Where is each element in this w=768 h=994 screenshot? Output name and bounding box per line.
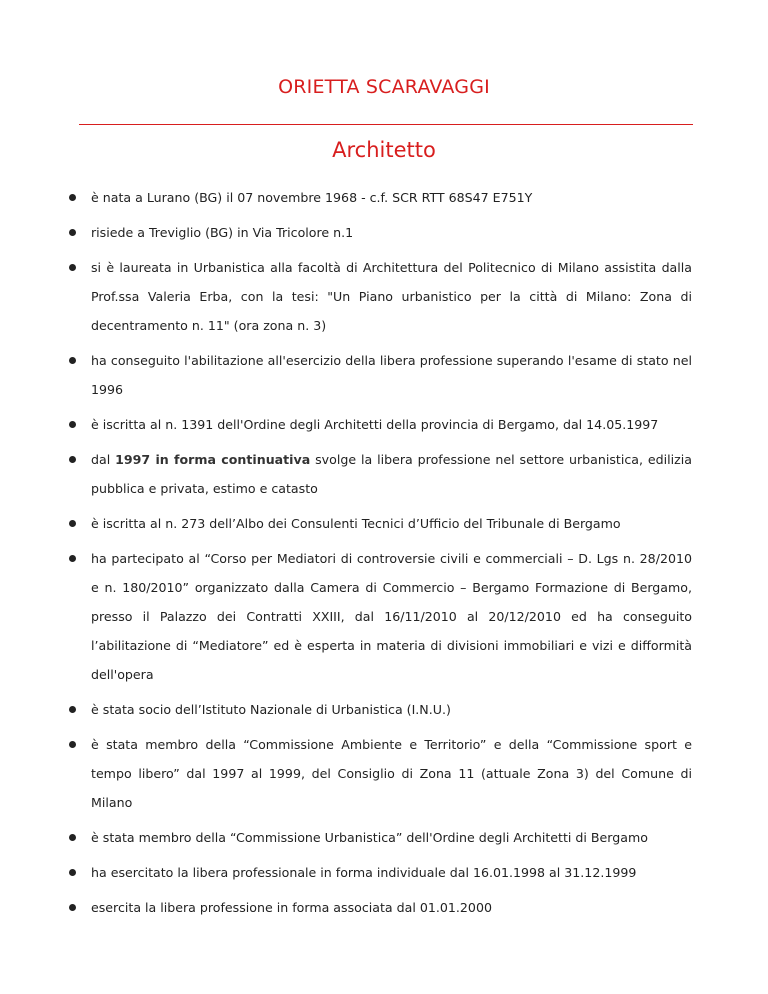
list-item xyxy=(0,695,768,724)
profession-title: Architetto xyxy=(332,138,436,162)
list-item xyxy=(0,253,768,340)
bullet-icon xyxy=(69,520,76,527)
bullet-icon xyxy=(69,904,76,911)
list-item-text: è iscritta al n. 273 dell’Albo dei Consulenti Tecnici d’Ufficio del Tribunale di Bergamo xyxy=(91,516,621,531)
list-item xyxy=(0,893,768,922)
person-name: ORIETTA SCARAVAGGI xyxy=(278,76,490,98)
bullet-icon xyxy=(69,357,76,364)
list-item-text: è iscritta al n. 1391 dell'Ordine degli Architetti della provincia di Bergamo, dal 14.05.1997 xyxy=(91,417,659,432)
list-item-text: ha esercitato la libera professionale in forma individuale dal 16.01.1998 al 31.12.1999 xyxy=(91,865,637,880)
list-item xyxy=(0,346,768,404)
list-item-text: ha conseguito l'abilitazione all'esercizio della libera professione superando l'esame di stato nel 1996 xyxy=(91,353,692,397)
list-item xyxy=(0,410,768,439)
bullet-icon xyxy=(69,421,76,428)
list-item xyxy=(0,858,768,887)
bullet-icon xyxy=(69,706,76,713)
bullet-icon xyxy=(69,555,76,562)
list-item-text-post: svolge la libera professione nel settore urbanistica, edilizia pubblica e privata, estimo e catasto xyxy=(91,452,692,496)
list-item xyxy=(0,544,768,689)
list-item-text: è stata socio dell’Istituto Nazionale di Urbanistica (I.N.U.) xyxy=(91,702,451,717)
list-item-text: esercita la libera professione in forma associata dal 01.01.2000 xyxy=(91,900,492,915)
list-item-text: risiede a Treviglio (BG) in Via Tricolore n.1 xyxy=(91,225,354,240)
list-item xyxy=(0,445,768,503)
list-item xyxy=(0,509,768,538)
list-item xyxy=(0,730,768,817)
list-item-text: ha partecipato al “Corso per Mediatori di controversie civili e commerciali – D. Lgs n. 28/2010 e n. 180/2010” organizzato dalla Camera di Commercio – Bergamo Formazione di Bergamo, presso il Palazzo dei Contratti XXIII, dal 16/11/2010 al 20/12/2010 ed ha conseguito l’abilitazione di “Mediatore” ed è esperta in materia di divisioni immobiliari e vizi e difformità dell'opera xyxy=(91,551,692,682)
list-item-text: è stata membro della “Commissione Ambiente e Territorio” e della “Commissione sport e tempo libero” dal 1997 al 1999, del Consiglio di Zona 11 (attuale Zona 3) del Comune di Milano xyxy=(91,737,692,810)
list-item-text: è nata a Lurano (BG) il 07 novembre 1968 - c.f. SCR RTT 68S47 E751Y xyxy=(91,190,533,205)
bullet-icon xyxy=(69,869,76,876)
bullet-icon xyxy=(69,456,76,463)
bullet-icon xyxy=(69,741,76,748)
list-item-text-pre: dal xyxy=(91,452,116,467)
bullet-icon xyxy=(69,194,76,201)
list-item-text-emphasis: 1997 in forma continuativa xyxy=(115,452,311,467)
bullet-icon xyxy=(69,264,76,271)
list-item xyxy=(0,218,768,247)
list-item-text: è stata membro della “Commissione Urbanistica” dell'Ordine degli Architetti di Bergamo xyxy=(91,830,648,845)
list-item xyxy=(0,183,768,212)
title-divider xyxy=(79,124,693,125)
biography-list xyxy=(0,183,768,928)
bullet-icon xyxy=(69,229,76,236)
list-item-text: si è laureata in Urbanistica alla facoltà di Architettura del Politecnico di Milano assistita dalla Prof.ssa Valeria Erba, con la tesi: "Un Piano urbanistico per la città di Milano: Zona di decentramento n. 11" (ora zona n. 3) xyxy=(91,260,692,333)
list-item xyxy=(0,823,768,852)
bullet-icon xyxy=(69,834,76,841)
